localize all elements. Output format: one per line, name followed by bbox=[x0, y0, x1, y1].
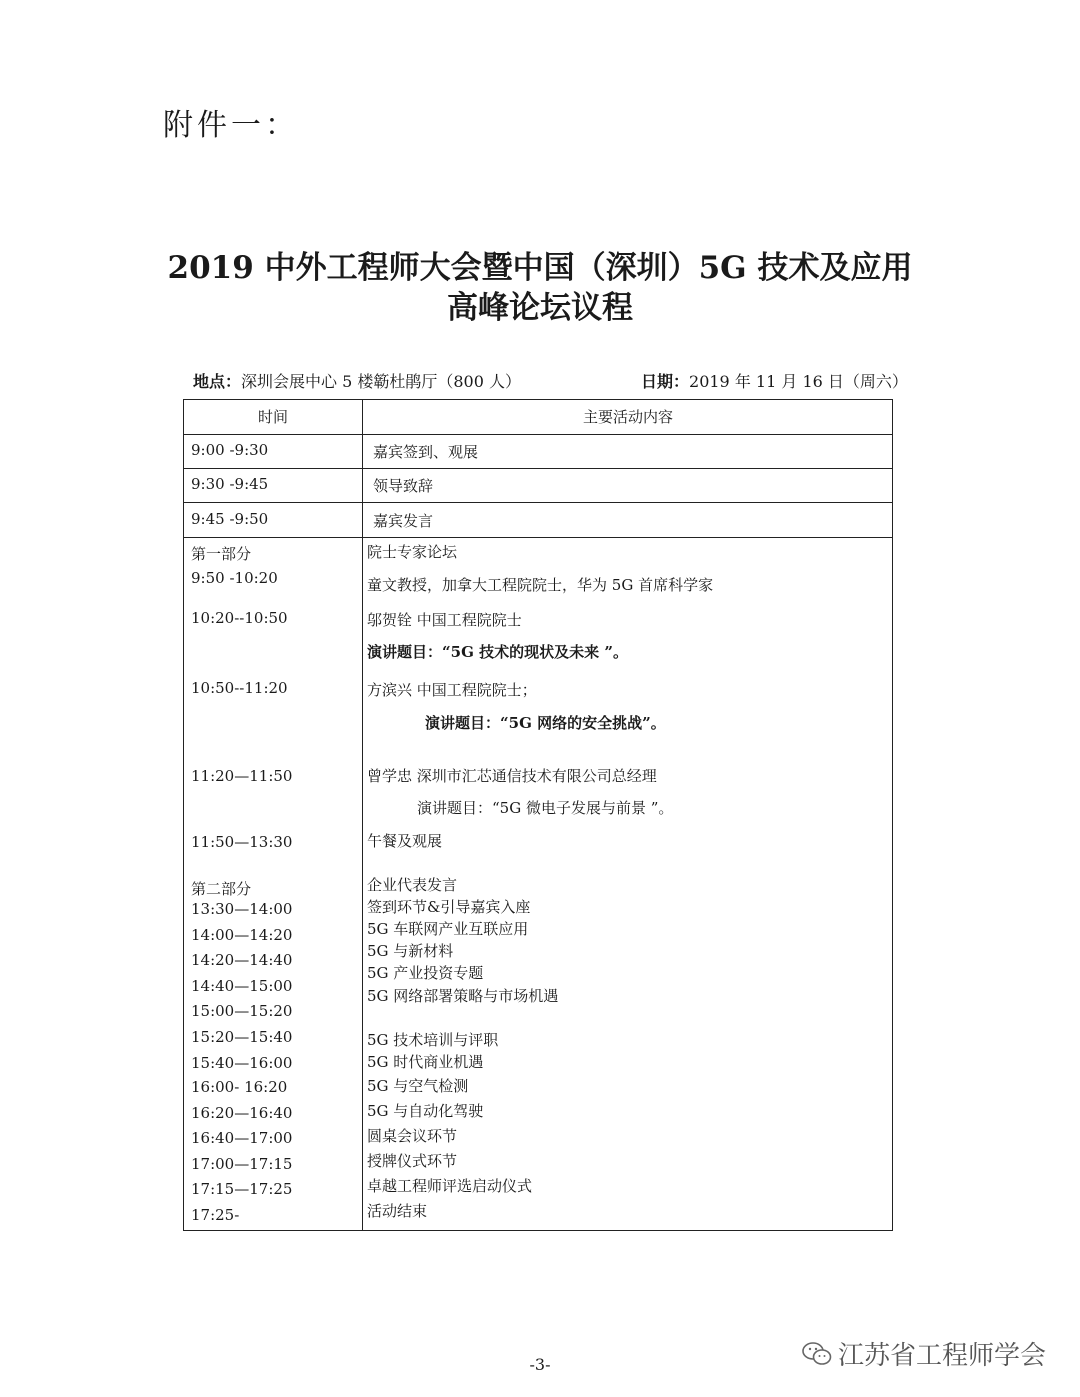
document-title-line1: 2019 中外工程师大会暨中国（深圳）5G 技术及应用 bbox=[167, 250, 913, 286]
part2-content: 5G 与空气检测 bbox=[367, 1077, 469, 1095]
location-value: 深圳会展中心 5 楼簕杜鹃厅（800 人） bbox=[241, 372, 521, 391]
part2-content: 5G 车联网产业互联应用 bbox=[367, 920, 529, 938]
part2-content: 圆桌会议环节 bbox=[367, 1127, 458, 1145]
part1-topic: 演讲题目：“5G 网络的安全挑战”。 bbox=[425, 714, 666, 732]
part1-time: 10:50--11:20 bbox=[191, 679, 288, 697]
row-divider bbox=[184, 434, 892, 435]
part2-time: 15:00—15:20 bbox=[191, 1002, 293, 1020]
row-divider bbox=[184, 502, 892, 503]
part2-content: 5G 与自动化驾驶 bbox=[367, 1102, 484, 1120]
part2-content: 活动结束 bbox=[367, 1202, 428, 1220]
part2-time: 17:00—17:15 bbox=[191, 1155, 293, 1173]
part2-content: 签到环节&引导嘉宾入座 bbox=[367, 898, 531, 916]
part1-content: 邬贺铨 中国工程院院士 bbox=[367, 611, 522, 629]
part2-time: 14:20—14:40 bbox=[191, 951, 293, 969]
part1-label: 第一部分 bbox=[191, 545, 252, 563]
page-number: -3- bbox=[529, 1355, 551, 1374]
part2-content: 卓越工程师评选启动仪式 bbox=[367, 1177, 533, 1195]
part2-time: 16:40—17:00 bbox=[191, 1129, 293, 1147]
part2-time: 14:40—15:00 bbox=[191, 977, 293, 995]
row-content: 嘉宾发言 bbox=[373, 512, 434, 530]
row-content: 领导致辞 bbox=[373, 477, 434, 495]
attachment-label: 附件一： bbox=[163, 108, 299, 143]
part1-topic: 演讲题目：“5G 技术的现状及未来 ”。 bbox=[367, 643, 628, 661]
date-value: 2019 年 11 月 16 日（周六） bbox=[689, 372, 908, 391]
part2-time: 15:40—16:00 bbox=[191, 1054, 293, 1072]
part2-content: 企业代表发言 bbox=[367, 876, 458, 894]
part1-time: 9:50 -10:20 bbox=[191, 569, 278, 587]
part2-time: 15:20—15:40 bbox=[191, 1028, 293, 1046]
row-time: 9:00 -9:30 bbox=[191, 441, 269, 459]
part2-time: 13:30—14:00 bbox=[191, 900, 293, 918]
date-info bbox=[641, 369, 908, 392]
row-content: 嘉宾签到、观展 bbox=[373, 443, 479, 461]
part2-time: 16:00- 16:20 bbox=[191, 1078, 288, 1096]
column-divider bbox=[362, 400, 363, 1230]
part1-topic: 演讲题目：“5G 微电子发展与前景 ”。 bbox=[417, 799, 674, 817]
watermark-text: 江苏省工程师学会 bbox=[837, 1341, 1046, 1371]
part1-content: 曾学忠 深圳市汇芯通信技术有限公司总经理 bbox=[367, 767, 657, 785]
document-title-line2: 高峰论坛议程 bbox=[447, 290, 633, 326]
row-divider bbox=[184, 537, 892, 538]
row-time: 9:45 -9:50 bbox=[191, 510, 269, 528]
date-label: 日期： bbox=[641, 372, 690, 391]
row-divider bbox=[184, 468, 892, 469]
part2-content: 5G 技术培训与评职 bbox=[367, 1031, 499, 1049]
header-time: 时间 bbox=[257, 408, 288, 426]
part2-content: 5G 产业投资专题 bbox=[367, 964, 484, 982]
part2-label: 第二部分 bbox=[191, 880, 252, 898]
part1-time: 10:20--10:50 bbox=[191, 609, 288, 627]
part1-content: 午餐及观展 bbox=[367, 832, 443, 850]
part1-content: 方滨兴 中国工程院院士； bbox=[367, 681, 537, 699]
header-content: 主要活动内容 bbox=[582, 408, 673, 426]
part2-time: 14:00—14:20 bbox=[191, 926, 293, 944]
wechat-icon bbox=[802, 1341, 832, 1367]
part1-content: 童文教授，加拿大工程院院士，华为 5G 首席科学家 bbox=[367, 576, 714, 594]
part1-time: 11:50—13:30 bbox=[191, 833, 293, 851]
location-info bbox=[193, 369, 521, 392]
part2-content: 5G 与新材料 bbox=[367, 942, 454, 960]
part2-time: 16:20—16:40 bbox=[191, 1104, 293, 1122]
part2-content: 5G 时代商业机遇 bbox=[367, 1053, 484, 1071]
agenda-table bbox=[183, 399, 893, 1231]
row-time: 9:30 -9:45 bbox=[191, 475, 269, 493]
part2-time: 17:15—17:25 bbox=[191, 1180, 293, 1198]
location-label: 地点： bbox=[193, 372, 242, 391]
part1-forum: 院士专家论坛 bbox=[367, 543, 458, 561]
part2-time: 17:25- bbox=[191, 1206, 240, 1224]
part1-time: 11:20—11:50 bbox=[191, 767, 293, 785]
part2-content: 授牌仪式环节 bbox=[367, 1152, 458, 1170]
part2-content: 5G 网络部署策略与市场机遇 bbox=[367, 987, 559, 1005]
watermark bbox=[802, 1335, 1046, 1372]
